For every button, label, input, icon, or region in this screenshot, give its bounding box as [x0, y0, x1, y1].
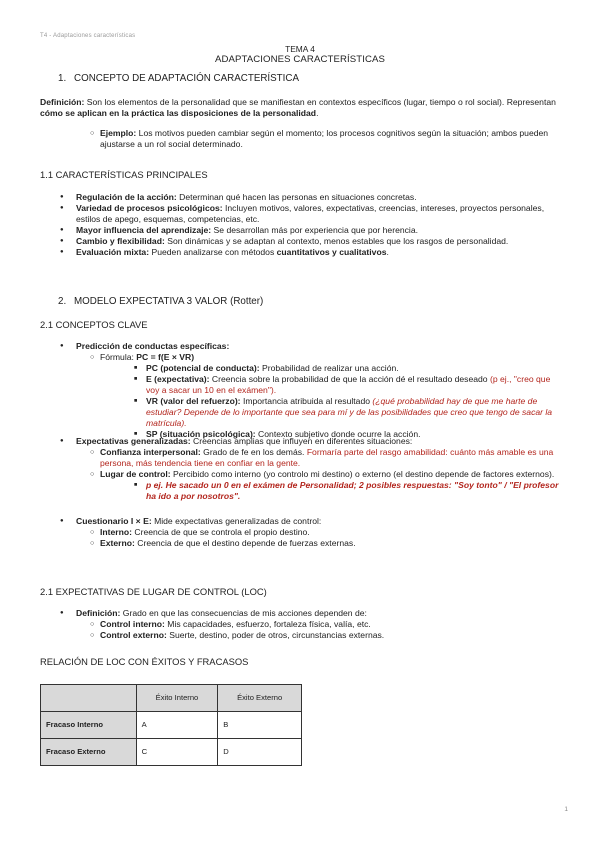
- list-item: [40, 203, 560, 225]
- generalized-expectations-list: [40, 436, 560, 502]
- table-header-cell: Éxito Externo: [218, 685, 302, 712]
- locus-note: p ej. He sacado un 0 en el exámen de Personalidad; 2 posibles respuestas: "Soy tonto" / "El profesor ha ido a por nosotros".: [146, 480, 559, 501]
- item-label: Evaluación mixta:: [76, 247, 150, 257]
- loc-definition-label: Definición:: [76, 608, 121, 618]
- external-control-label: Control externo:: [100, 630, 167, 640]
- item-label: Regulación de la acción:: [76, 192, 177, 202]
- loc-list: [40, 608, 560, 641]
- external-label: Externo:: [100, 538, 135, 548]
- prediction-label: Predicción de conductas específicas:: [76, 341, 230, 351]
- item-text: Son dinámicas y se adaptan al contexto, menos estables que los rasgos de personalidad.: [164, 236, 509, 246]
- definition-text: Son los elementos de la personalidad que se manifiestan en contextos específicos (lugar, tiempo o rol social). Representan: [84, 97, 556, 107]
- trust-note: Formaría parte del rasgo amabilidad: cuánto más amable es una persona, más tendencia tiene en confiar en la gente.: [100, 447, 554, 468]
- questionnaire-list: [40, 516, 560, 549]
- section-1-number: 1.: [58, 73, 67, 84]
- vr-text: Importancia atribuida al resultado: [240, 396, 373, 406]
- loc-table: [40, 684, 302, 766]
- table-cell: D: [218, 739, 302, 766]
- running-header: T4 - Adaptaciones características: [40, 33, 136, 39]
- table-header-cell: Éxito Interno: [136, 685, 218, 712]
- list-item: [40, 247, 560, 258]
- list-item: [40, 608, 560, 619]
- item-text: Incluyen motivos, valores, expectativas, creencias, intereses, proyectos personales, estilos de apego, esquemas, competencias, etc.: [76, 203, 545, 224]
- list-item: [40, 192, 560, 203]
- definition-end: .: [316, 108, 319, 118]
- trust-label: Confianza interpersonal:: [100, 447, 201, 457]
- example-label: Ejemplo:: [100, 128, 137, 138]
- page-title: ADAPTACIONES CARACTERÍSTICAS: [214, 54, 385, 65]
- list-item: [40, 374, 560, 396]
- internal-control-label: Control interno:: [100, 619, 165, 629]
- internal-control-text: Mis capacidades, esfuerzo, fortaleza física, valía, etc.: [164, 619, 371, 629]
- table-row: [41, 712, 302, 739]
- list-item: [40, 630, 560, 641]
- internal-text: Creencia de que se controla el propio destino.: [131, 527, 310, 537]
- pc-label: PC (potencial de conducta):: [146, 363, 260, 373]
- item-text: Determinan qué hacen las personas en situaciones concretas.: [176, 192, 417, 202]
- sp-label: SP (situación psicológica):: [146, 429, 256, 439]
- list-item: [40, 363, 560, 374]
- section-1-heading: [40, 73, 560, 85]
- item-text: Se desarrollan más por experiencia que por herencia.: [211, 225, 419, 235]
- trust-text: Grado de fe en los demás.: [200, 447, 307, 457]
- list-item: [40, 225, 560, 236]
- sp-text: Contexto subjetivo donde ocurre la acción.: [255, 429, 421, 439]
- formula: PC = f(E × VR): [133, 352, 195, 362]
- locus-label: Lugar de control:: [100, 469, 171, 479]
- section-2-number: 2.: [58, 296, 67, 307]
- questionnaire-label: Cuestionario I × E:: [76, 516, 152, 526]
- table-header-row: [41, 685, 302, 712]
- row-header-cell: Fracaso Externo: [41, 739, 137, 766]
- questionnaire-text: Mide expectativas generalizadas de control:: [151, 516, 322, 526]
- item-label: Cambio y flexibilidad:: [76, 236, 165, 246]
- table-row: [41, 739, 302, 766]
- vr-label: VR (valor del refuerzo):: [146, 396, 241, 406]
- section-1-1-heading: 1.1 CARACTERÍSTICAS PRINCIPALES: [40, 169, 208, 180]
- list-item: [40, 236, 560, 247]
- item-text: Pueden analizarse con métodos: [149, 247, 277, 257]
- e-text: Creencia sobre la probabilidad de que la acción dé el resultado deseado: [209, 374, 490, 384]
- section-2-1-heading: 2.1 CONCEPTOS CLAVE: [40, 319, 148, 330]
- section-2-title: MODELO EXPECTATIVA 3 VALOR (Rotter): [74, 296, 264, 307]
- list-item: [40, 436, 560, 447]
- list-item: [40, 341, 560, 352]
- internal-label: Interno:: [100, 527, 132, 537]
- list-item: [40, 538, 560, 549]
- section-1-example-list: [40, 128, 560, 150]
- example-item: [40, 128, 560, 150]
- loc-heading: 2.1 EXPECTATIVAS DE LUGAR DE CONTROL (LOC): [40, 586, 267, 597]
- e-label: E (expectativa):: [146, 374, 210, 384]
- e-note: (p ej., "creo que voy a sacar un 10 en el exámen").: [146, 374, 551, 395]
- list-item: [40, 352, 560, 363]
- title-block: [0, 44, 600, 66]
- list-item: [40, 619, 560, 630]
- characteristics-list: [40, 192, 560, 258]
- page-number: 1: [564, 806, 568, 813]
- relation-heading: RELACIÓN DE LOC CON ÉXITOS Y FRACASOS: [40, 656, 249, 667]
- definition-bold: cómo se aplican en la práctica las disposiciones de la personalidad: [40, 108, 317, 118]
- generalized-text: Creencias amplias que influyen en diferentes situaciones:: [190, 436, 413, 446]
- generalized-label: Expectativas generalizadas:: [76, 436, 191, 446]
- loc-definition-text: Grado en que las consecuencias de mis acciones dependen de:: [120, 608, 367, 618]
- external-text: Creencia de que el destino depende de fuerzas externas.: [134, 538, 356, 548]
- item-label: Variedad de procesos psicológicos:: [76, 203, 223, 213]
- table-cell: C: [136, 739, 218, 766]
- row-header-cell: Fracaso Interno: [41, 712, 137, 739]
- external-control-text: Suerte, destino, poder de otros, circunstancias externas.: [166, 630, 385, 640]
- formula-label: Fórmula:: [100, 352, 134, 362]
- list-item: [40, 480, 560, 502]
- section-2-heading: [40, 296, 560, 308]
- item-bold: cuantitativos y cualitativos: [276, 247, 387, 257]
- list-item: [40, 396, 560, 429]
- example-text: Los motivos pueden cambiar según el momento; los procesos cognitivos según la situación; ambos pueden ajustarse a un rol social determinado.: [100, 128, 549, 149]
- section-1-definition: [40, 97, 560, 119]
- table-cell: A: [136, 712, 218, 739]
- list-item: [40, 527, 560, 538]
- item-label: Mayor influencia del aprendizaje:: [76, 225, 212, 235]
- item-end: .: [386, 247, 389, 257]
- topic-label: TEMA 4: [285, 44, 315, 54]
- definition-label: Definición:: [40, 97, 85, 107]
- key-concepts-list: [40, 341, 560, 440]
- table-header-cell: [41, 685, 137, 712]
- locus-text: Percibido como interno (yo controlo mi destino) o externo (el destino depende de factores externos).: [170, 469, 555, 479]
- list-item: [40, 469, 560, 480]
- pc-text: Probabilidad de realizar una acción.: [259, 363, 399, 373]
- section-1-title: CONCEPTO DE ADAPTACIÓN CARACTERÍSTICA: [74, 73, 299, 84]
- vr-note: (¿qué probabilidad hay de que me harte de estudiar? Depende de lo importante que sea para mí y de las posibilidades que creo que tengo de sacar la matrícula).: [146, 396, 553, 428]
- table-cell: B: [218, 712, 302, 739]
- list-item: [40, 447, 560, 469]
- list-item: [40, 516, 560, 527]
